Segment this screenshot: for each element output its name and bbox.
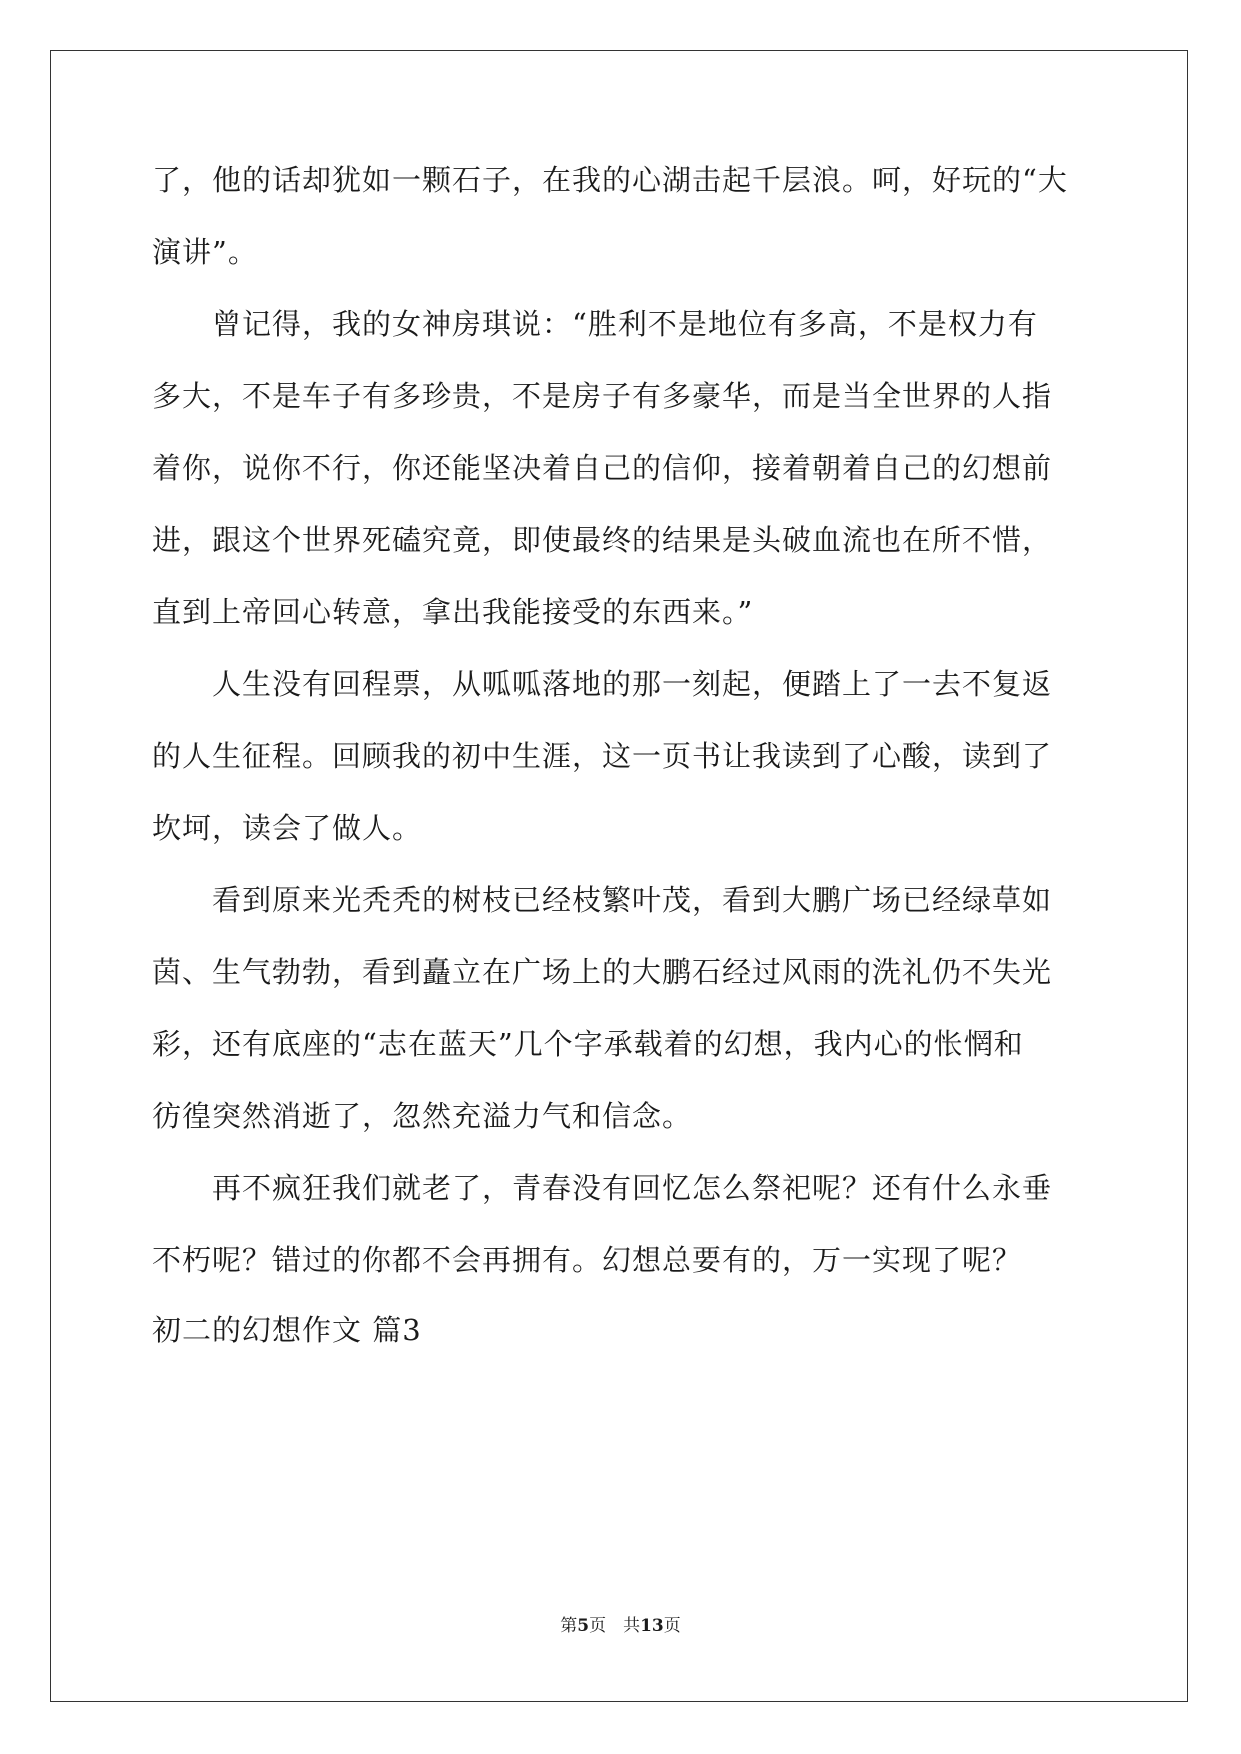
page-border [50, 50, 1188, 1702]
text-line: 再不疯狂我们就老了，青春没有回忆怎么祭祀呢？还有什么永垂 [152, 1171, 1053, 1205]
text-line: 了，他的话却犹如一颗石子，在我的心湖击起千层浪。呵，好玩的“大 [152, 163, 1068, 197]
text-line: 坎坷，读会了做人。 [152, 811, 423, 845]
footer-total-suffix: 页 [663, 1616, 681, 1636]
current-page-number: 5 [577, 1616, 590, 1636]
text-line: 直到上帝回心转意，拿出我能接受的东西来。” [152, 595, 754, 629]
footer-total-prefix: 共 [623, 1616, 641, 1636]
text-line: 彷徨突然消逝了，忽然充溢力气和信念。 [152, 1099, 693, 1133]
page-footer [0, 1614, 1241, 1638]
text-line: 看到原来光秃秃的树枝已经枝繁叶茂，看到大鹏广场已经绿草如 [152, 883, 1053, 917]
text-line: 着你，说你不行，你还能坚决着自己的信仰，接着朝着自己的幻想前 [152, 451, 1053, 485]
section-heading: 初二的幻想作文 篇3 [152, 1313, 422, 1347]
text-line: 彩，还有底座的“志在蓝天”几个字承载着的幻想，我内心的怅惘和 [152, 1027, 1024, 1061]
text-line: 进，跟这个世界死磕究竟，即使最终的结果是头破血流也在所不惜， [152, 523, 1053, 557]
text-line: 不朽呢？错过的你都不会再拥有。幻想总要有的，万一实现了呢？ [152, 1243, 1023, 1277]
text-line: 的人生征程。回顾我的初中生涯，这一页书让我读到了心酸，读到了 [152, 739, 1053, 773]
text-line: 曾记得，我的女神房琪说：“胜利不是地位有多高，不是权力有 [152, 307, 1038, 341]
total-page-count: 13 [640, 1616, 664, 1636]
text-line: 多大，不是车子有多珍贵，不是房子有多豪华，而是当全世界的人指 [152, 379, 1053, 413]
text-line: 茵、生气勃勃，看到矗立在广场上的大鹏石经过风雨的洗礼仍不失光 [152, 955, 1053, 989]
text-line: 演讲”。 [152, 235, 258, 269]
footer-page-suffix: 页 [589, 1616, 607, 1636]
text-line: 人生没有回程票，从呱呱落地的那一刻起，便踏上了一去不复返 [152, 667, 1053, 701]
footer-prefix: 第 [560, 1616, 578, 1636]
